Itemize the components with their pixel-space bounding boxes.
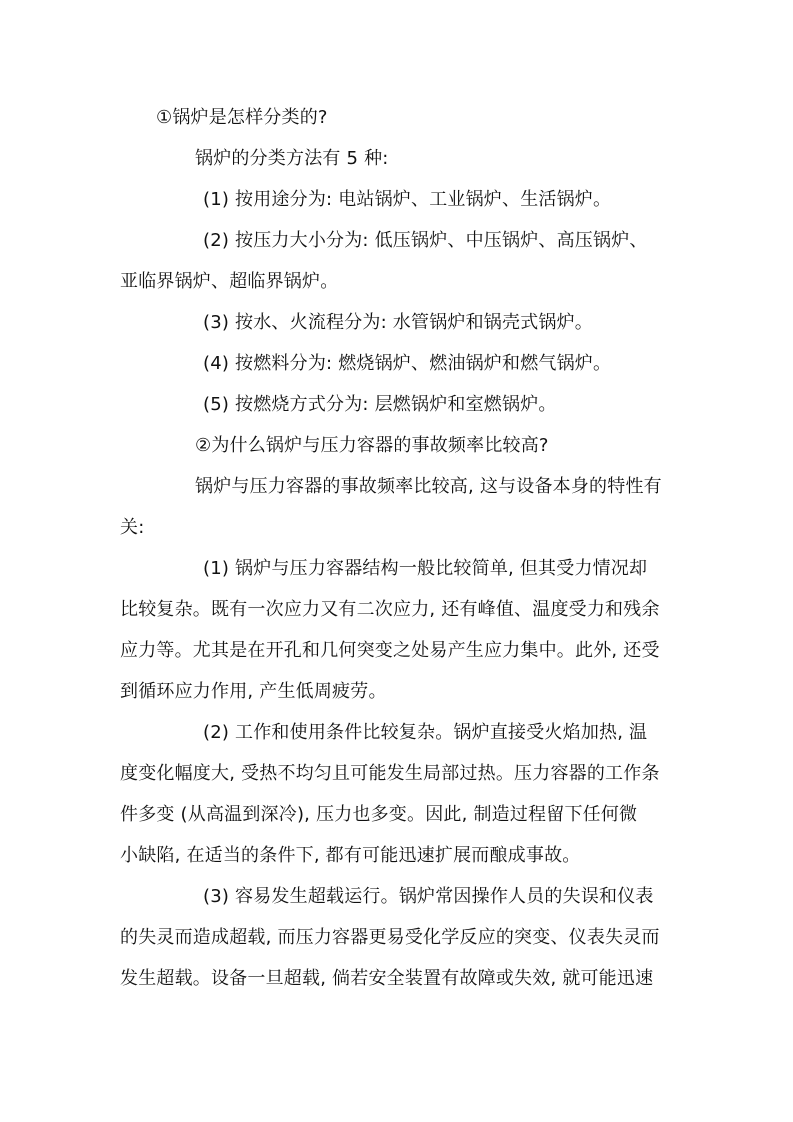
- reason-2-line: 件多变 (从高温到深冷), 压力也多变。因此, 制造过程留下任何微: [120, 804, 638, 825]
- list-item-5: (5) 按燃烧方式分为: 层燃锅炉和室燃锅炉。: [203, 394, 557, 415]
- reason-3-line: 发生超载。设备一旦超载, 倘若安全装置有故障或失效, 就可能迅速: [120, 968, 654, 989]
- list-item-1: (1) 按用途分为: 电站锅炉、工业锅炉、生活锅炉。: [203, 189, 612, 210]
- list-item-4: (4) 按燃料分为: 燃烧锅炉、燃油锅炉和燃气锅炉。: [203, 353, 612, 374]
- question-2-heading: ②为什么锅炉与压力容器的事故频率比较高?: [195, 435, 549, 456]
- reason-2-line: 小缺陷, 在适当的条件下, 都有可能迅速扩展而酿成事故。: [120, 845, 581, 866]
- reason-2-line: (2) 工作和使用条件比较复杂。锅炉直接受火焰加热, 温: [203, 722, 648, 743]
- paragraph-line: 关:: [120, 517, 145, 538]
- paragraph-line: 锅炉的分类方法有 5 种:: [195, 148, 389, 169]
- list-item-3: (3) 按水、火流程分为: 水管锅炉和锅壳式锅炉。: [203, 312, 594, 333]
- reason-1-line: 到循环应力作用, 产生低周疲劳。: [120, 681, 387, 702]
- reason-3-line: 的失灵而造成超载, 而压力容器更易受化学反应的突变、仪表失灵而: [120, 927, 660, 948]
- list-item-2: (2) 按压力大小分为: 低压锅炉、中压锅炉、高压锅炉、: [203, 230, 648, 251]
- reason-1-line: (1) 锅炉与压力容器结构一般比较简单, 但其受力情况却: [203, 558, 648, 579]
- reason-2-line: 度变化幅度大, 受热不均匀且可能发生局部过热。压力容器的工作条: [120, 763, 660, 784]
- reason-3-line: (3) 容易发生超载运行。锅炉常因操作人员的失误和仪表: [203, 886, 654, 907]
- reason-1-line: 应力等。尤其是在开孔和几何突变之处易产生应力集中。此外, 还受: [120, 640, 660, 661]
- list-item-2-continued: 亚临界锅炉、超临界锅炉。: [120, 271, 339, 292]
- question-1-heading: ①锅炉是怎样分类的?: [156, 107, 328, 128]
- paragraph-line: 锅炉与压力容器的事故频率比较高, 这与设备本身的特性有: [195, 476, 662, 497]
- reason-1-line: 比较复杂。既有一次应力又有二次应力, 还有峰值、温度受力和残余: [120, 599, 660, 620]
